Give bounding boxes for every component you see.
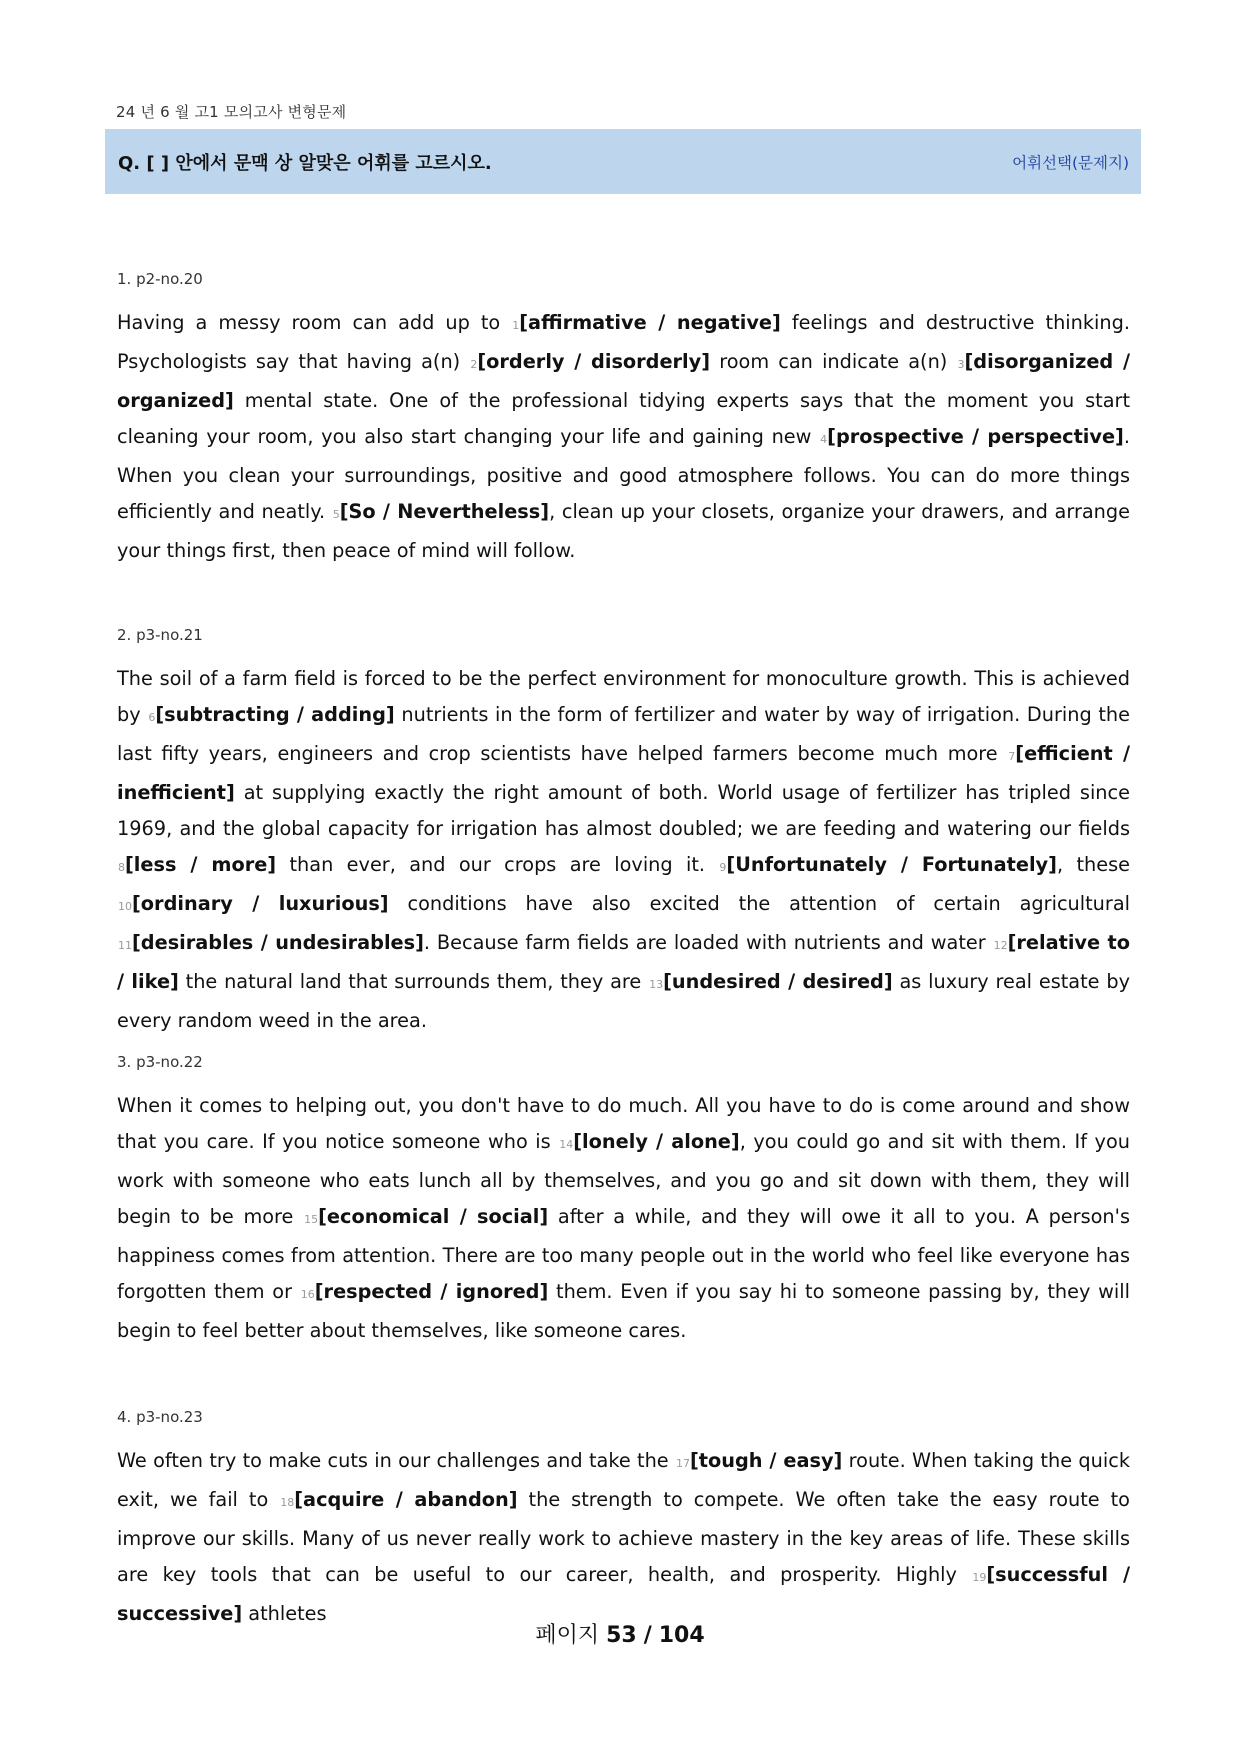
passage-section-4 [117, 1408, 1130, 1632]
page-word: 페이지 [535, 1623, 600, 1648]
blank-number: 19 [972, 1571, 987, 1584]
word-choice: [successful / successive] [117, 1563, 1130, 1625]
passage-text-run: the natural land that surrounds them, they are [178, 970, 649, 993]
blank-number: 13 [649, 978, 664, 991]
word-choice: [orderly / disorderly] [477, 350, 711, 373]
passage-section-2 [117, 626, 1130, 1039]
blank-number: 12 [993, 939, 1008, 952]
passage-text [117, 1088, 1130, 1349]
passage-text-run: , these [1056, 853, 1130, 876]
word-choice: [So / Nevertheless] [339, 500, 550, 523]
blank-number: 14 [559, 1138, 574, 1151]
word-choice: [Unfortunately / Fortunately] [726, 853, 1057, 876]
blank-number: 8 [118, 861, 125, 874]
passage-text [117, 1443, 1130, 1632]
passage-text-run: conditions have also excited the attention of certain agricultural [388, 892, 1131, 915]
passage-text-run: at supplying exactly the right amount of both. World usage of fertilizer has tripled since 1969, and the global capacity for irrigation has almost doubled; we are feeding and watering our fields [117, 781, 1130, 840]
passage-label: 1. p2-no.20 [117, 270, 203, 288]
word-choice: [relative to / like] [117, 931, 1130, 993]
passage-text-run: , you could go and sit with them. If you work with someone who eats lunch all by themselves, and you go and sit down with them, they will begin to be more [117, 1130, 1130, 1228]
word-choice: [ordinary / luxurious] [132, 892, 389, 915]
word-choice: [desirables / undesirables] [132, 931, 424, 954]
passage-text-run: athletes [242, 1602, 327, 1625]
word-choice: [less / more] [125, 853, 277, 876]
blank-number: 4 [820, 433, 828, 446]
passage-text-run: Having a messy room can add up to [117, 311, 512, 334]
passage-text [117, 661, 1130, 1039]
passage-text-run: after a while, and they will owe it all to you. A person's happiness comes from attention. There are too many people out in the world who feel like everyone has forgotten them or [117, 1205, 1131, 1303]
page-current: 53 [606, 1623, 637, 1648]
passage-text-run: mental state. One of the professional tidying experts says that the moment you start cleaning your room, you also start changing your life and gaining new [117, 389, 1130, 448]
word-choice: [prospective / perspective] [827, 425, 1124, 448]
passage-label: 2. p3-no.21 [117, 626, 203, 644]
word-choice: [acquire / abandon] [294, 1488, 518, 1511]
word-choice: [efficient / inefficient] [117, 742, 1130, 804]
blank-number: 15 [304, 1213, 319, 1226]
blank-number: 5 [332, 508, 340, 521]
blank-number: 17 [675, 1457, 690, 1470]
passage-text-run: the strength to compete. We often take the easy route to improve our skills. Many of us never really work to achieve mastery in the key areas of life. These skills are key tools that can be useful to our career, health, and prosperity. Highly [117, 1488, 1130, 1586]
blank-number: 2 [470, 358, 478, 371]
passage-section-1 [117, 270, 1130, 569]
blank-number: 11 [118, 939, 132, 952]
exam-title: 24 년 6 월 고1 모의고사 변형문제 [116, 103, 347, 121]
passage-text-run: . Because farm fields are loaded with nutrients and water [423, 931, 993, 954]
question-instruction: Q. [ ] 안에서 문맥 상 알맞은 어휘를 고르시오. [118, 152, 492, 174]
word-choice: [tough / easy] [689, 1449, 843, 1472]
passage-text [117, 305, 1130, 569]
passage-text-run: , clean up your closets, organize your drawers, and arrange your things first, then peace of mind will follow. [117, 500, 1131, 562]
question-type-tag: 어휘선택(문제지) [1012, 153, 1129, 172]
blank-number: 7 [1008, 750, 1016, 763]
blank-number: 9 [719, 861, 727, 874]
passage-text-run: route. When taking the quick exit, we fail to [117, 1449, 1130, 1511]
page-footer [0, 1618, 1240, 1649]
blank-number: 1 [512, 319, 520, 332]
word-choice: [economical / social] [318, 1205, 549, 1228]
word-choice: [subtracting / adding] [155, 703, 395, 726]
blank-number: 6 [148, 711, 156, 724]
passage-text-run: feelings and destructive thinking. Psychologists say that having a(n) [117, 311, 1130, 373]
passage-text-run: We often try to make cuts in our challenges and take the [117, 1449, 675, 1472]
blank-number: 10 [118, 900, 132, 913]
blank-number: 18 [280, 1496, 295, 1509]
passage-text-run: nutrients in the form of fertilizer and water by way of irrigation. During the last fifty years, engineers and crop scientists have helped farmers become much more [117, 703, 1130, 765]
passage-label: 3. p3-no.22 [117, 1053, 203, 1071]
passage-text-run: than ever, and our crops are loving it. [276, 853, 719, 876]
word-choice: [disorganized / organized] [117, 350, 1130, 412]
blank-number: 3 [957, 358, 965, 371]
passage-section-3 [117, 1053, 1130, 1349]
word-choice: [undesired / desired] [663, 970, 893, 993]
passage-text-run: them. Even if you say hi to someone passing by, they will begin to feel better about themselves, like someone cares. [117, 1280, 1130, 1342]
page-total: 104 [658, 1623, 705, 1648]
question-banner [105, 129, 1141, 194]
word-choice: [lonely / alone] [573, 1130, 740, 1153]
passage-text-run: as luxury real estate by every random weed in the area. [117, 970, 1130, 1032]
passage-text-run: The soil of a farm field is forced to be the perfect environment for monoculture growth. This is achieved by [117, 667, 1130, 726]
passage-text-run: . When you clean your surroundings, positive and good atmosphere follows. You can do more things efficiently and neatly. [117, 425, 1130, 523]
blank-number: 16 [300, 1288, 315, 1301]
page-separator: / [643, 1623, 652, 1648]
passage-label: 4. p3-no.23 [117, 1408, 203, 1426]
passage-text-run: room can indicate a(n) [710, 350, 957, 373]
passage-text-run: When it comes to helping out, you don't have to do much. All you have to do is come around and show that you care. If you notice someone who is [117, 1094, 1130, 1153]
word-choice: [respected / ignored] [314, 1280, 549, 1303]
word-choice: [affirmative / negative] [519, 311, 781, 334]
